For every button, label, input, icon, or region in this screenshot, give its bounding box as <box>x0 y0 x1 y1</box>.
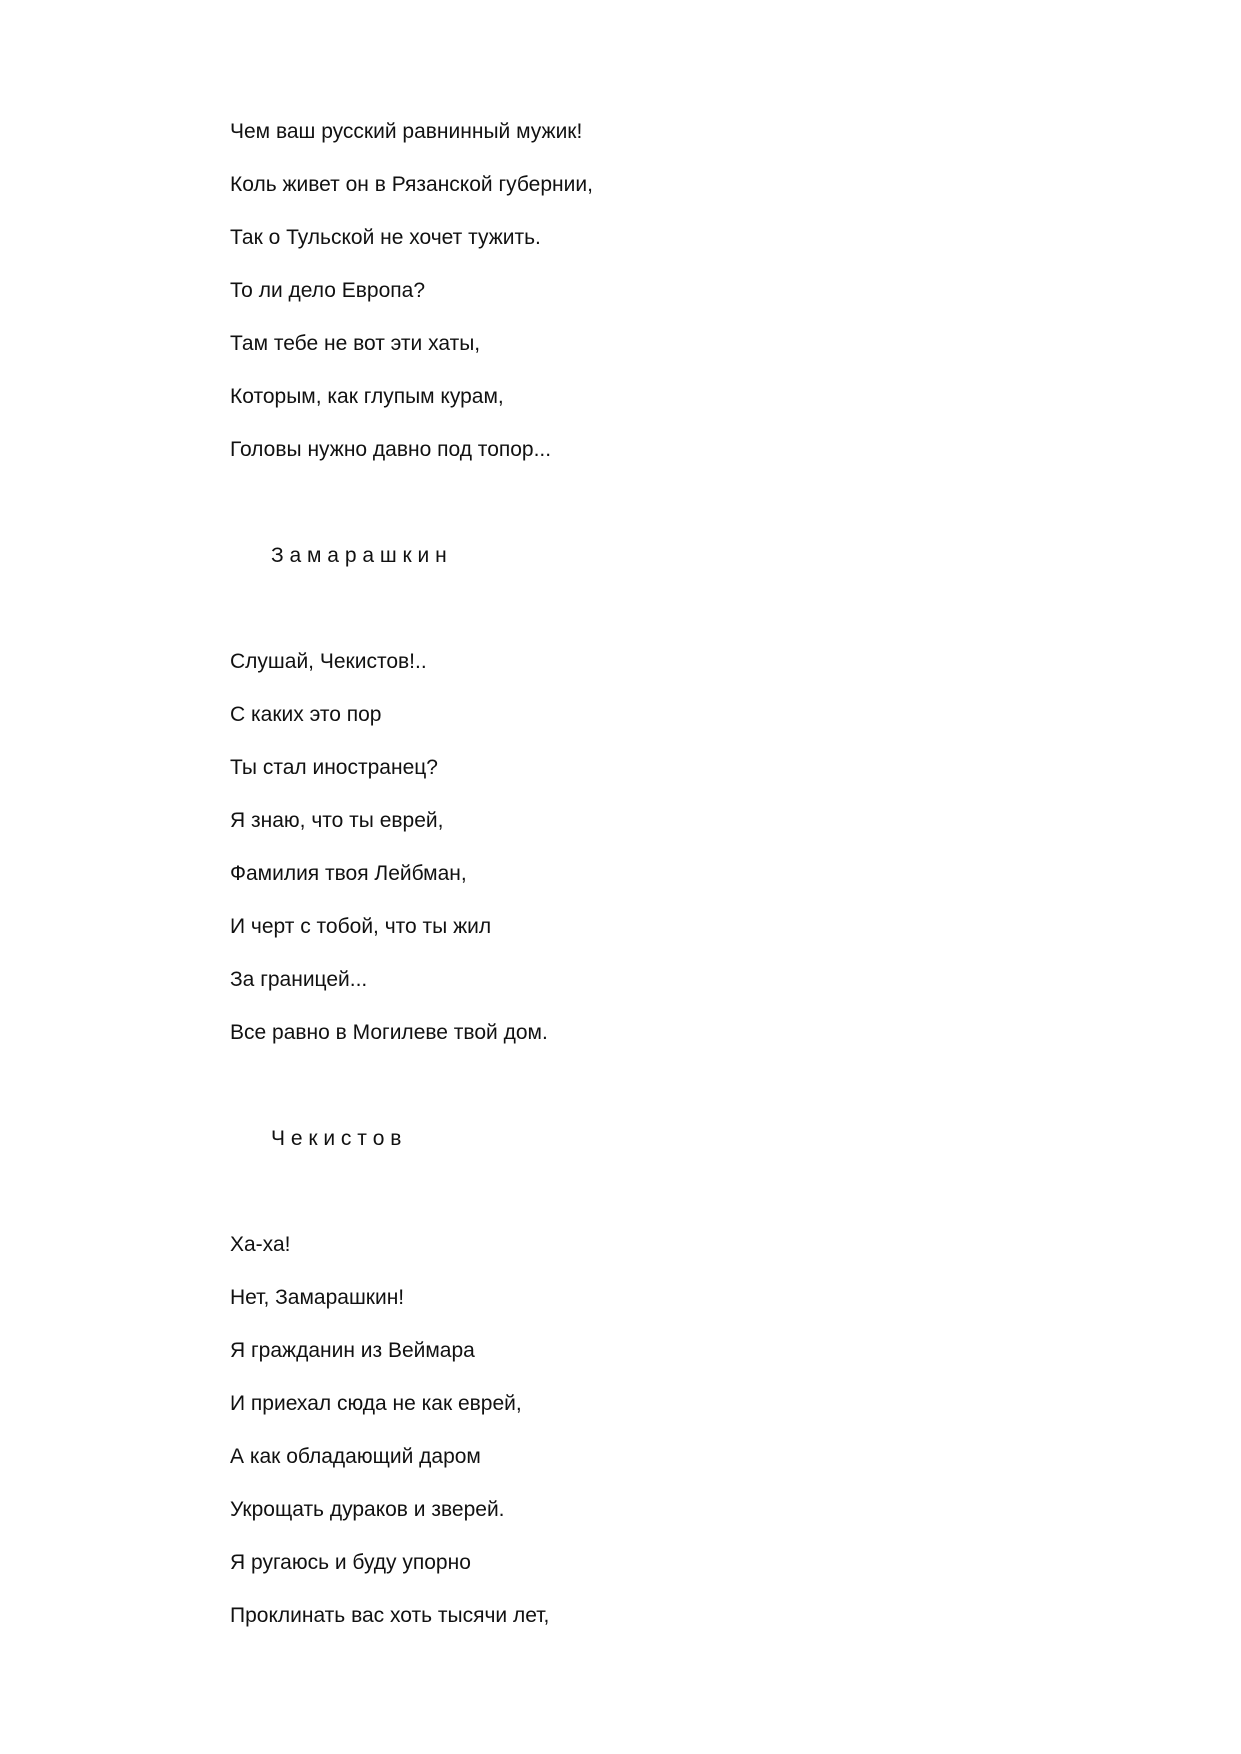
speaker-name: З а м а р а ш к и н <box>271 544 447 567</box>
verse-line: Так о Тульской не хочет тужить. <box>230 226 541 249</box>
verse-line: Ха-ха! <box>230 1233 291 1256</box>
verse-line: То ли дело Европа? <box>230 279 426 302</box>
verse-line: Проклинать вас хоть тысячи лет, <box>230 1604 550 1627</box>
verse-line: Там тебе не вот эти хаты, <box>230 332 481 355</box>
verse-line: Головы нужно давно под топор... <box>230 438 552 461</box>
verse-line: Я ругаюсь и буду упорно <box>230 1551 471 1574</box>
verse-line: За границей... <box>230 968 368 991</box>
verse-line: Чем ваш русский равнинный мужик! <box>230 120 583 143</box>
verse-line: Все равно в Могилеве твой дом. <box>230 1021 548 1044</box>
verse-line: Нет, Замарашкин! <box>230 1286 405 1309</box>
verse-line: И черт с тобой, что ты жил <box>230 915 492 938</box>
verse-line: Слушай, Чекистов!.. <box>230 650 427 673</box>
verse-line: Я гражданин из Веймара <box>230 1339 475 1362</box>
verse-line: Я знаю, что ты еврей, <box>230 809 444 832</box>
verse-line: И приехал сюда не как еврей, <box>230 1392 522 1415</box>
verse-line: С каких это пор <box>230 703 382 726</box>
verse-line: А как обладающий даром <box>230 1445 481 1468</box>
verse-line: Ты стал иностранец? <box>230 756 438 779</box>
speaker-name: Ч е к и с т о в <box>271 1127 402 1150</box>
verse-line: Которым, как глупым курам, <box>230 385 504 408</box>
verse-line: Укрощать дураков и зверей. <box>230 1498 505 1521</box>
verse-line: Коль живет он в Рязанской губернии, <box>230 173 593 196</box>
verse-line: Фамилия твоя Лейбман, <box>230 862 467 885</box>
